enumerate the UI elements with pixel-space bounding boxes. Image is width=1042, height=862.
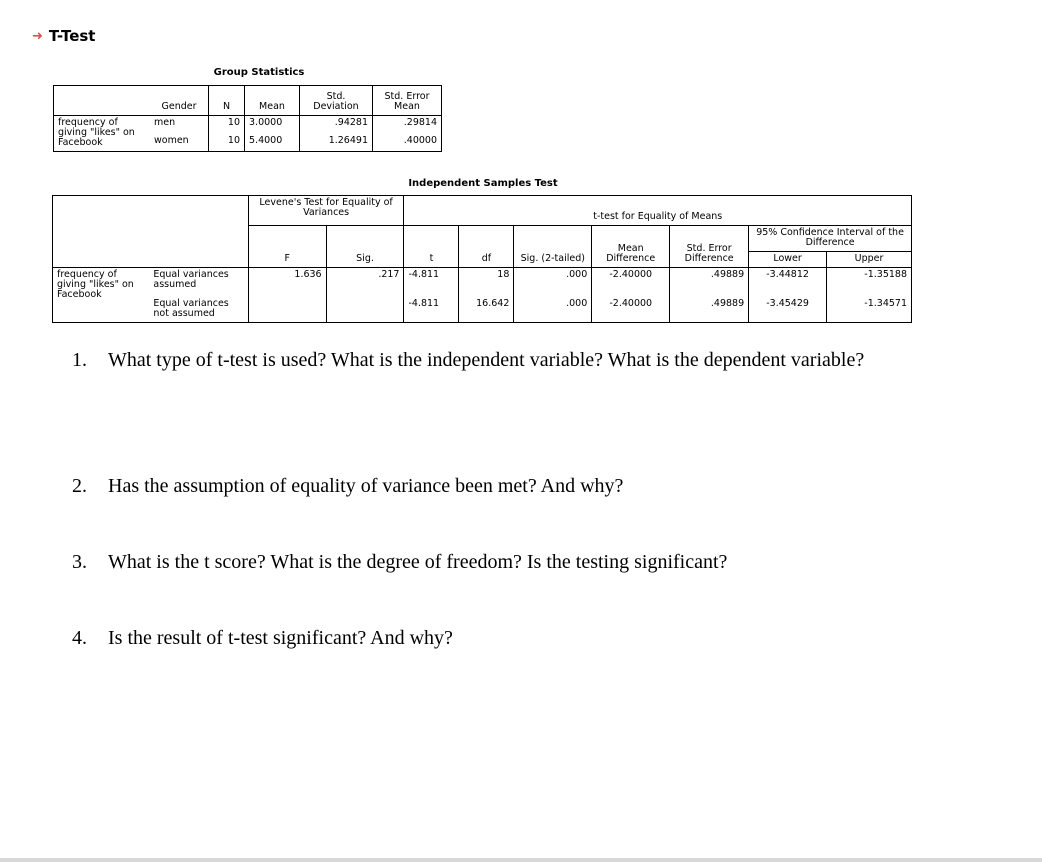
- cell-sig: .217: [326, 268, 404, 294]
- cell-mean-difference: -2.40000: [592, 293, 670, 323]
- cell-std-error-mean: .29814: [403, 117, 437, 128]
- header-corner: [53, 196, 249, 268]
- cell-upper: -1.35188: [864, 269, 907, 280]
- header-ttest: t-test for Equality of Means: [404, 196, 912, 226]
- header-sig-2-tailed: Sig. (2-tailed): [514, 226, 592, 268]
- question-text: Has the assumption of equality of variance been met? And why?: [108, 475, 624, 497]
- question-number: 1.: [72, 349, 87, 371]
- cell-std-deviation: .94281: [300, 116, 373, 134]
- cell-f: [248, 293, 326, 323]
- cell-assumption: Equal variances assumed: [149, 268, 248, 294]
- header-levene: Levene's Test for Equality of Variances: [248, 196, 404, 226]
- header-f: F: [248, 226, 326, 268]
- question-number: 4.: [72, 627, 87, 649]
- cell-mean: 5.4000: [245, 134, 300, 152]
- variable-label: frequency of giving "likes" on Facebook: [57, 269, 134, 300]
- question-number: 3.: [72, 551, 87, 573]
- cell-sig: [326, 293, 404, 323]
- header-t: t: [404, 226, 459, 268]
- question-number: 2.: [72, 475, 87, 497]
- table-header-row: [54, 86, 442, 116]
- header-n: N: [209, 86, 245, 116]
- cell-f: 1.636: [248, 268, 326, 294]
- table-row: [53, 293, 912, 323]
- cell-lower: -3.45429: [749, 293, 827, 323]
- question-text: What type of t-test is used? What is the independent variable? What is the dependent variable?: [108, 349, 865, 371]
- header-upper: Upper: [827, 252, 912, 268]
- cell-df: 18: [459, 268, 514, 294]
- table-row: [54, 116, 442, 134]
- cell-n: 10: [209, 134, 245, 152]
- cell-mean-difference: -2.40000: [592, 268, 670, 294]
- header-std-deviation: Std. Deviation: [300, 86, 373, 116]
- cell-std-error-difference: .49889: [670, 268, 749, 294]
- independent-samples-test-title: Independent Samples Test: [408, 178, 558, 189]
- question-item: [72, 550, 888, 574]
- section-title: T-Test: [48, 27, 96, 45]
- cell-gender: women: [150, 134, 209, 152]
- page-bottom-divider: [0, 858, 1042, 862]
- cell-mean: 3.0000: [245, 116, 300, 134]
- header-std-error-difference: Std. Error Difference: [670, 226, 749, 268]
- header-mean: Mean: [245, 86, 300, 116]
- independent-samples-test-table: [52, 195, 912, 323]
- group-statistics-table: [53, 85, 442, 152]
- cell-std-deviation: 1.26491: [300, 134, 373, 152]
- question-item: [72, 348, 888, 372]
- cell-df: 16.642: [459, 293, 514, 323]
- cell-gender: men: [150, 116, 209, 134]
- header-sig: Sig.: [326, 226, 404, 268]
- cell-sig-2-tailed: .000: [514, 268, 592, 294]
- table-header-row: [53, 196, 912, 226]
- question-item: [72, 474, 888, 498]
- arrow-icon: ➜: [32, 28, 43, 44]
- header-df: df: [459, 226, 514, 268]
- cell-assumption: Equal variances not assumed: [149, 293, 248, 323]
- cell-t: -4.811: [404, 268, 459, 294]
- question-text: What is the t score? What is the degree of freedom? Is the testing significant?: [108, 551, 728, 573]
- cell-upper: -1.34571: [864, 298, 907, 309]
- variable-label: frequency of giving "likes" on Facebook: [58, 117, 135, 148]
- table-row: [53, 268, 912, 294]
- header-std-error-mean: Std. Error Mean: [373, 86, 442, 116]
- header-label: [54, 86, 151, 116]
- cell-n: 10: [209, 116, 245, 134]
- group-statistics-title: Group Statistics: [213, 67, 305, 78]
- cell-lower: -3.44812: [749, 268, 827, 294]
- header-gender: Gender: [150, 86, 209, 116]
- header-confidence-interval: 95% Confidence Interval of the Difference: [749, 226, 912, 252]
- cell-t: -4.811: [404, 293, 459, 323]
- header-mean-difference: Mean Difference: [592, 226, 670, 268]
- cell-std-error-mean: .40000: [403, 134, 437, 146]
- header-lower: Lower: [749, 252, 827, 268]
- question-item: [72, 626, 888, 650]
- cell-sig-2-tailed: .000: [514, 293, 592, 323]
- cell-std-error-difference: .49889: [670, 293, 749, 323]
- section-heading: [32, 26, 95, 46]
- question-text: Is the result of t-test significant? And why?: [108, 627, 453, 649]
